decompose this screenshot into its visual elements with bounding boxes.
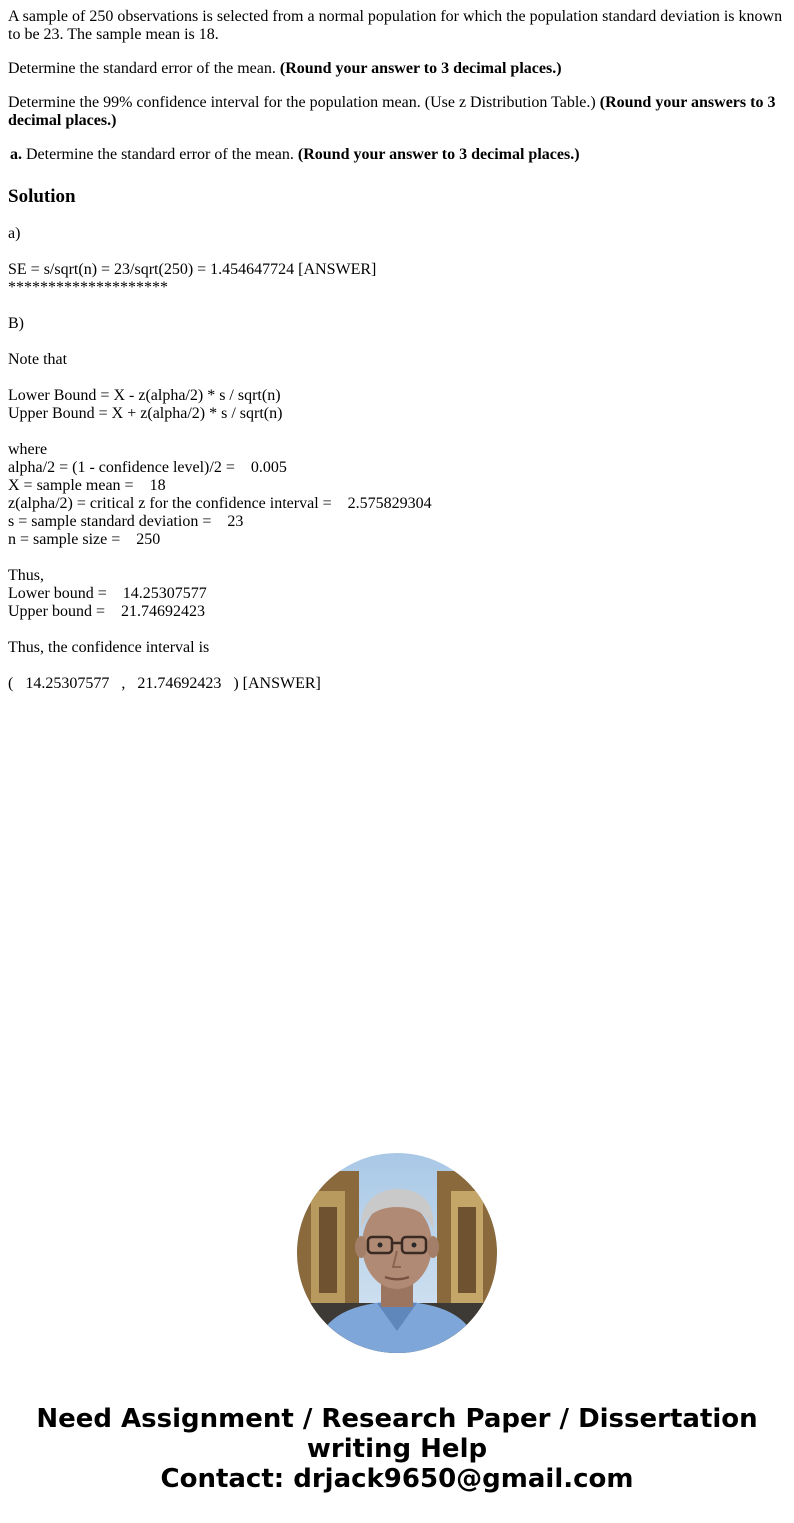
- sub-question-a-body: [26, 146, 580, 164]
- promo-help-text: Need Assignment / Research Paper / Dissertation writing Help: [36, 1404, 758, 1464]
- solution-line: Thus, the confidence interval is: [8, 639, 210, 656]
- question-part-1-rounding-note: (Round your answer to 3 decimal places.): [279, 60, 562, 77]
- solution-line: [8, 243, 786, 261]
- sub-question-a-text: Determine the standard error of the mean.: [26, 146, 298, 163]
- solution-line: Thus,: [8, 567, 44, 584]
- solution-line: Upper Bound = X + z(alpha/2) * s / sqrt(n): [8, 405, 283, 422]
- solution-line: Lower Bound = X - z(alpha/2) * s / sqrt(n): [8, 387, 281, 404]
- solution-line: where: [8, 441, 48, 458]
- solution-line: [8, 297, 786, 315]
- author-photo: [297, 1153, 497, 1353]
- solution-line: ********************: [8, 279, 168, 296]
- solution-line: Note that: [8, 351, 68, 368]
- solution-line: [8, 423, 786, 441]
- solution-line: Lower bound = 14.25307577: [8, 585, 207, 602]
- solution-line: [8, 549, 786, 567]
- sub-question-a-rounding-note: (Round your answer to 3 decimal places.): [297, 146, 580, 163]
- solution-body: [8, 225, 786, 693]
- solution-line: [8, 621, 786, 639]
- sub-question-a: [8, 146, 786, 164]
- author-photo-icon: [297, 1153, 497, 1353]
- promo-contact-email[interactable]: Contact: drjack9650@gmail.com: [160, 1464, 634, 1494]
- solution-line: [8, 657, 786, 675]
- solution-heading: Solution: [8, 186, 76, 207]
- solution-line: ( 14.25307577 , 21.74692423 ) [ANSWER]: [8, 675, 321, 692]
- question-part-2: [8, 94, 786, 130]
- solution-line: a): [8, 225, 21, 242]
- solution-line: alpha/2 = (1 - confidence level)/2 = 0.005: [8, 459, 287, 476]
- sub-question-a-letter: a.: [10, 146, 22, 163]
- solution-line: B): [8, 315, 24, 332]
- question-intro: A sample of 250 observations is selected from a normal population for which the population standard deviation is known to be 23. The sample mean is 18.: [8, 8, 783, 43]
- solution-line: SE = s/sqrt(n) = 23/sqrt(250) = 1.454647724 [ANSWER]: [8, 261, 377, 278]
- solution-line: [8, 369, 786, 387]
- solution-line: Upper bound = 21.74692423: [8, 603, 206, 620]
- face: [362, 1201, 432, 1289]
- question-part-2-text: Determine the 99% confidence interval for the population mean. (Use z Distribution Table.): [8, 94, 600, 111]
- question-part-2-rounding-note: (Round your answers to 3 decimal places.): [8, 94, 776, 129]
- solution-line: n = sample size = 250: [8, 531, 161, 548]
- question-part-1: [8, 60, 786, 78]
- solution-line: [8, 333, 786, 351]
- promo-footer: [0, 1404, 794, 1494]
- question-part-1-text: Determine the standard error of the mean.: [8, 60, 280, 77]
- solution-line: s = sample standard deviation = 23: [8, 513, 244, 530]
- document-body: [8, 8, 786, 693]
- solution-line: z(alpha/2) = critical z for the confidence interval = 2.575829304: [8, 495, 432, 512]
- solution-line: X = sample mean = 18: [8, 477, 166, 494]
